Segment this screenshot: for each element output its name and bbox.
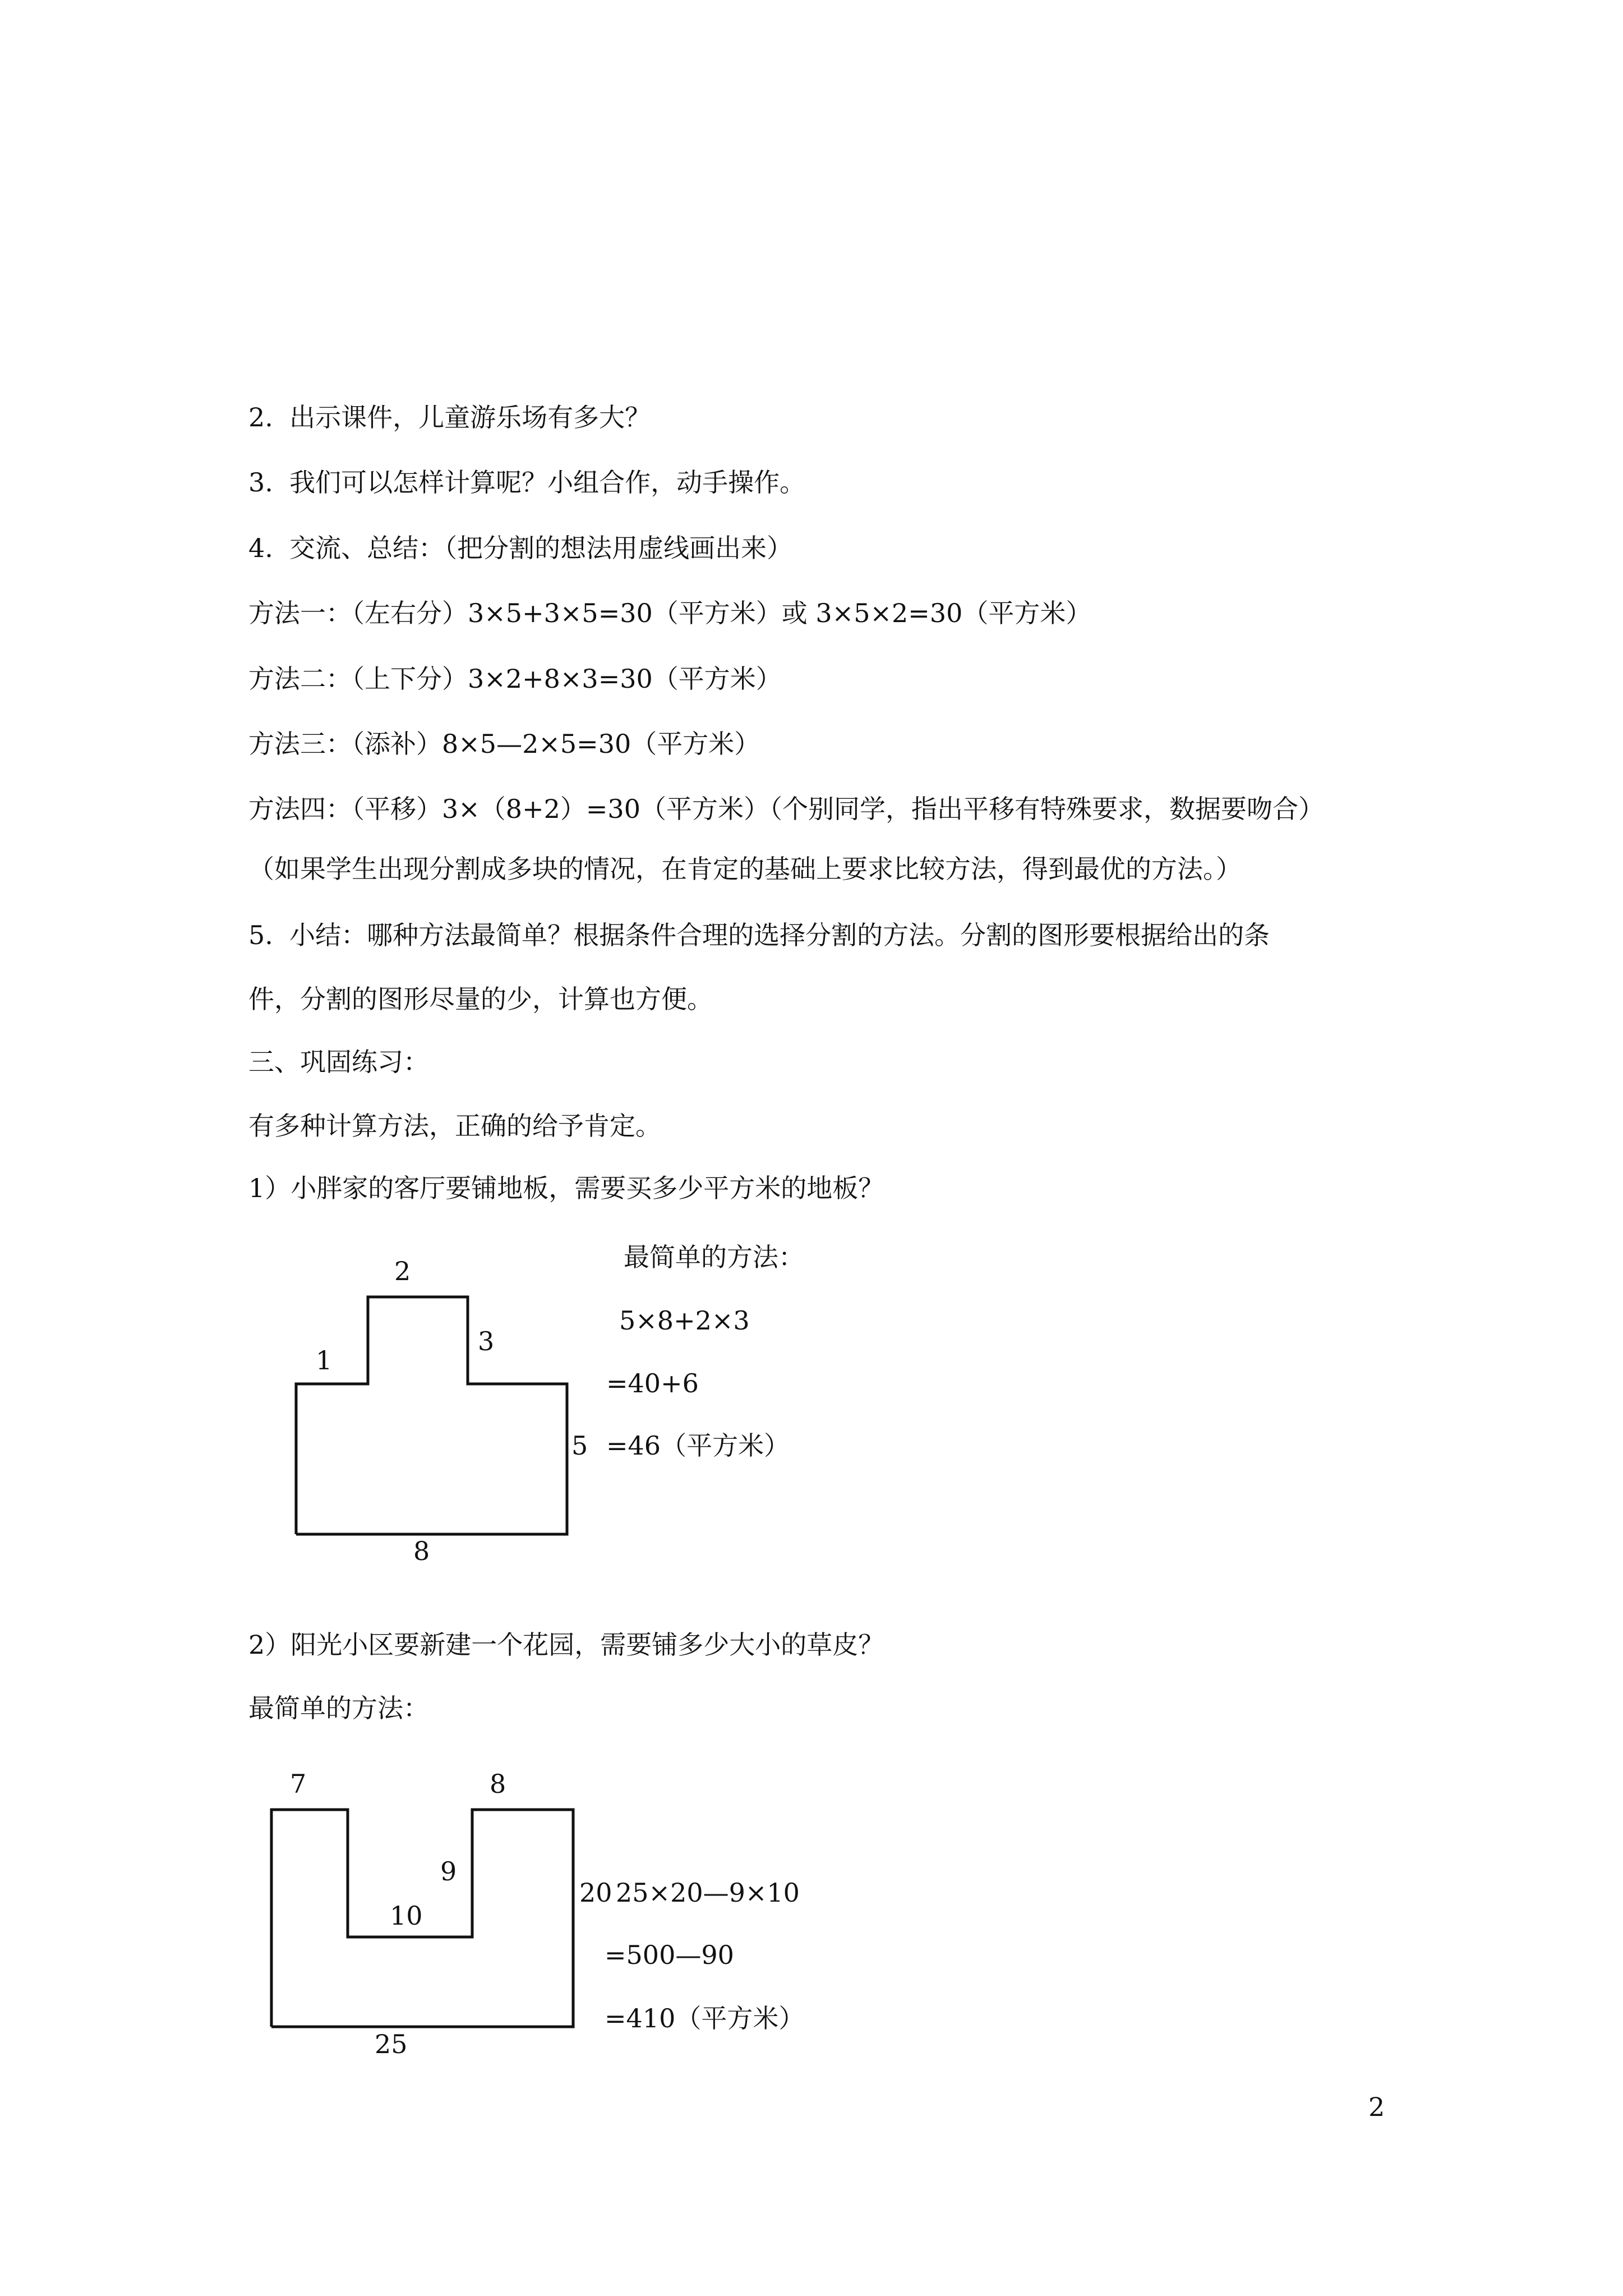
- q1-calc-step-2: =40+6: [606, 1368, 699, 1398]
- q1-bottom-width-label: 8: [413, 1536, 430, 1566]
- method-1-text: 方法一：（左右分）3×5+3×5=30（平方米）或 3×5×2=30（平方米）: [248, 598, 1092, 628]
- section-3-heading: 三、巩固练习：: [248, 1047, 429, 1077]
- page-number: 2: [1368, 2092, 1385, 2122]
- step-5-text-line-2: 件，分割的图形尽量的少，计算也方便。: [248, 984, 713, 1014]
- q1-method-label: 最简单的方法：: [624, 1242, 804, 1272]
- q1-height-label: 5: [571, 1430, 588, 1461]
- q1-top-width-label: 2: [394, 1256, 411, 1286]
- q2-calc-step-1: 25×20—9×10: [616, 1878, 800, 1908]
- method-3-text: 方法三：（添补）8×5—2×5=30（平方米）: [248, 729, 760, 759]
- method-4-text: 方法四：（平移）3×（8+2）=30（平方米）（个别同学，指出平移有特殊要求，数据要吻合）: [248, 794, 1324, 824]
- q1-right-step-label: 3: [478, 1326, 495, 1356]
- q2-bottom-width-label: 25: [375, 2029, 408, 2059]
- q1-left-step-label: 1: [316, 1345, 333, 1375]
- step-3-text: 3. 我们可以怎样计算呢？小组合作，动手操作。: [248, 467, 806, 498]
- q2-calc-step-3: =410（平方米）: [605, 2003, 805, 2033]
- q1-calc-step-3: =46（平方米）: [606, 1430, 790, 1461]
- question-1-text: 1）小胖家的客厅要铺地板，需要买多少平方米的地板？: [248, 1173, 884, 1203]
- method-2-text: 方法二：（上下分）3×2+8×3=30（平方米）: [248, 664, 782, 694]
- step-4-text: 4. 交流、总结：（把分割的想法用虚线画出来）: [248, 533, 793, 563]
- q2-left-top-label: 7: [290, 1769, 307, 1799]
- q2-inner-width-label: 10: [390, 1901, 423, 1931]
- q2-height-label: 20: [579, 1878, 612, 1908]
- question-2-text: 2）阳光小区要新建一个花园，需要铺多少大小的草皮？: [248, 1630, 884, 1660]
- step-5-text-line-1: 5. 小结：哪种方法最简单？根据条件合理的选择分割的方法。分割的图形要根据给出的条: [248, 920, 1270, 950]
- step-2-text: 2. 出示课件，儿童游乐场有多大？: [248, 402, 651, 432]
- note-text: （如果学生出现分割成多块的情况，在肯定的基础上要求比较方法，得到最优的方法。）: [248, 854, 1242, 884]
- section-3-intro: 有多种计算方法，正确的给予肯定。: [248, 1111, 661, 1141]
- q2-right-top-label: 8: [490, 1769, 506, 1799]
- q2-inner-height-label: 9: [440, 1856, 457, 1887]
- q2-calc-step-2: =500—90: [605, 1940, 734, 1970]
- q1-calc-step-1: 5×8+2×3: [619, 1305, 750, 1336]
- q2-method-label: 最简单的方法：: [248, 1693, 429, 1723]
